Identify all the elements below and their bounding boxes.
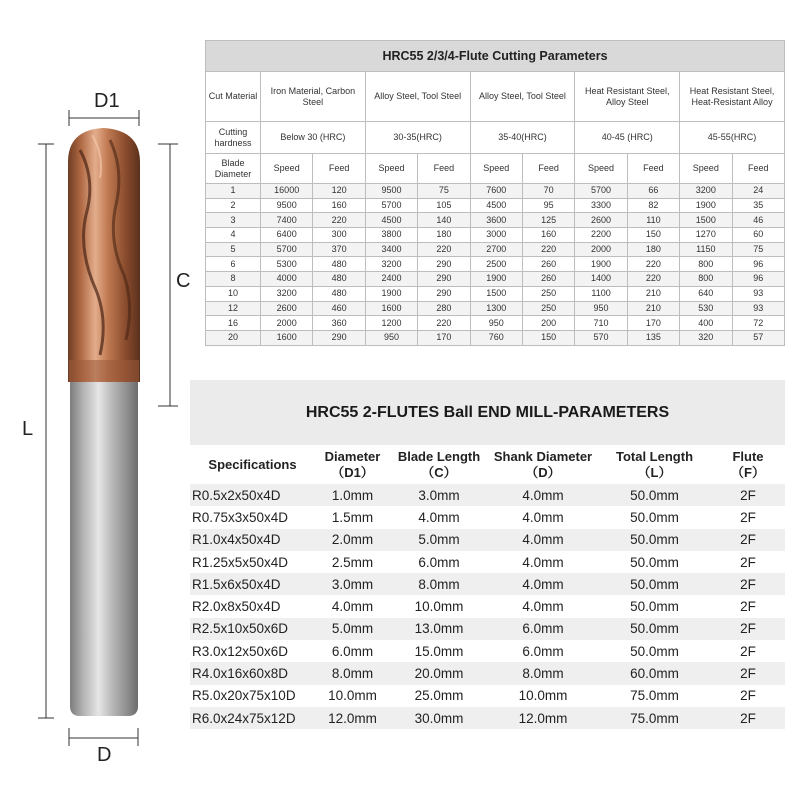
speed-cell: 5700 xyxy=(365,198,417,213)
feed-cell: 96 xyxy=(732,257,784,272)
shank-diameter-cell: 4.0mm xyxy=(488,573,598,595)
feed-label: Feed xyxy=(627,154,679,184)
feed-cell: 93 xyxy=(732,286,784,301)
hardness-1: Below 30 (HRC) xyxy=(261,122,366,154)
speed-label: Speed xyxy=(575,154,627,184)
feed-cell: 220 xyxy=(627,272,679,287)
speed-cell: 5700 xyxy=(575,184,627,199)
total-length-cell: 50.0mm xyxy=(598,506,711,528)
flute-cell: 2F xyxy=(711,662,785,684)
shank-diameter-cell: 4.0mm xyxy=(488,551,598,573)
feed-cell: 140 xyxy=(418,213,470,228)
speed-cell: 4500 xyxy=(470,198,522,213)
blade-length-cell: 8.0mm xyxy=(390,573,488,595)
blade-length-cell: 4.0mm xyxy=(390,506,488,528)
hardness-2: 30-35(HRC) xyxy=(365,122,470,154)
feed-cell: 220 xyxy=(418,242,470,257)
speed-cell: 950 xyxy=(470,316,522,331)
table-row xyxy=(206,228,785,243)
speed-cell: 5300 xyxy=(261,257,313,272)
blade-diameter-cell: 2 xyxy=(206,198,261,213)
feed-cell: 210 xyxy=(627,286,679,301)
speed-cell: 4500 xyxy=(365,213,417,228)
speed-label: Speed xyxy=(261,154,313,184)
speed-cell: 2700 xyxy=(470,242,522,257)
shank-diameter-cell: 4.0mm xyxy=(488,484,598,506)
hardness-4: 40-45 (HRC) xyxy=(575,122,680,154)
table-row xyxy=(206,242,785,257)
table-row xyxy=(206,301,785,316)
speed-cell: 2400 xyxy=(365,272,417,287)
table-row xyxy=(190,529,785,551)
spec-header-line2: （L） xyxy=(637,465,672,480)
blade-diameter-cell: 6 xyxy=(206,257,261,272)
spec-table xyxy=(190,446,785,729)
feed-cell: 220 xyxy=(627,257,679,272)
feed-cell: 93 xyxy=(732,301,784,316)
feed-cell: 96 xyxy=(732,272,784,287)
flute-cell: 2F xyxy=(711,685,785,707)
feed-cell: 75 xyxy=(732,242,784,257)
blade-diameter-cell: 20 xyxy=(206,330,261,345)
feed-cell: 150 xyxy=(627,228,679,243)
total-length-cell: 75.0mm xyxy=(598,685,711,707)
total-length-cell: 50.0mm xyxy=(598,595,711,617)
diameter-cell: 2.0mm xyxy=(315,529,390,551)
spec-header-cell xyxy=(488,446,598,484)
speed-cell: 400 xyxy=(680,316,732,331)
spec-table-panel xyxy=(190,380,785,730)
flute-cell: 2F xyxy=(711,618,785,640)
total-length-cell: 50.0mm xyxy=(598,551,711,573)
feed-cell: 70 xyxy=(522,184,574,199)
feed-cell: 72 xyxy=(732,316,784,331)
feed-cell: 82 xyxy=(627,198,679,213)
feed-cell: 180 xyxy=(627,242,679,257)
cut-material-label: Cut Material xyxy=(206,72,261,122)
spec-name-cell: R0.5x2x50x4D xyxy=(190,484,315,506)
speed-cell: 3000 xyxy=(470,228,522,243)
speed-cell: 1600 xyxy=(365,301,417,316)
table-row xyxy=(190,595,785,617)
spec-name-cell: R2.0x8x50x4D xyxy=(190,595,315,617)
speed-cell: 7600 xyxy=(470,184,522,199)
table-row xyxy=(190,618,785,640)
table-row xyxy=(206,213,785,228)
end-mill-illustration xyxy=(0,0,200,800)
speed-cell: 1900 xyxy=(575,257,627,272)
spec-name-cell: R1.0x4x50x4D xyxy=(190,529,315,551)
feed-cell: 210 xyxy=(627,301,679,316)
blade-length-cell: 5.0mm xyxy=(390,529,488,551)
blade-length-cell: 15.0mm xyxy=(390,640,488,662)
flute-cell: 2F xyxy=(711,595,785,617)
diameter-cell: 1.0mm xyxy=(315,484,390,506)
feed-cell: 180 xyxy=(418,228,470,243)
feed-cell: 480 xyxy=(313,272,365,287)
material-1: Iron Material, Carbon Steel xyxy=(261,72,366,122)
coated-body xyxy=(68,128,140,382)
speed-label: Speed xyxy=(365,154,417,184)
spec-header-line1: Flute xyxy=(732,449,764,464)
table-row xyxy=(206,316,785,331)
spec-name-cell: R1.5x6x50x4D xyxy=(190,573,315,595)
speed-cell: 1900 xyxy=(680,198,732,213)
blade-diameter-cell: 10 xyxy=(206,286,261,301)
speed-cell: 1100 xyxy=(575,286,627,301)
feed-cell: 370 xyxy=(313,242,365,257)
speed-cell: 800 xyxy=(680,257,732,272)
feed-cell: 35 xyxy=(732,198,784,213)
spec-header-line1: Blade Length xyxy=(397,449,481,464)
blade-diameter-label: Blade Diameter xyxy=(206,154,261,184)
spec-header-cell xyxy=(390,446,488,484)
feed-label: Feed xyxy=(522,154,574,184)
hardness-3: 35-40(HRC) xyxy=(470,122,575,154)
spec-header-line1: Specifications xyxy=(208,457,297,472)
feed-cell: 125 xyxy=(522,213,574,228)
spec-table-title: HRC55 2-FLUTES Ball END MILL-PARAMETERS xyxy=(190,380,785,445)
flute-cell: 2F xyxy=(711,551,785,573)
flute-cell: 2F xyxy=(711,484,785,506)
speed-cell: 6400 xyxy=(261,228,313,243)
diameter-cell: 8.0mm xyxy=(315,662,390,684)
total-length-cell: 50.0mm xyxy=(598,573,711,595)
feed-cell: 105 xyxy=(418,198,470,213)
spec-header-line2: （D） xyxy=(525,465,561,480)
speed-cell: 1500 xyxy=(470,286,522,301)
feed-cell: 150 xyxy=(522,330,574,345)
feed-cell: 300 xyxy=(313,228,365,243)
diameter-cell: 3.0mm xyxy=(315,573,390,595)
speed-cell: 1600 xyxy=(261,330,313,345)
feed-label: Feed xyxy=(732,154,784,184)
speed-cell: 530 xyxy=(680,301,732,316)
table-row xyxy=(190,685,785,707)
spec-header-line1: Shank Diameter xyxy=(493,449,593,464)
flute-cell: 2F xyxy=(711,529,785,551)
feed-cell: 220 xyxy=(522,242,574,257)
feed-cell: 57 xyxy=(732,330,784,345)
feed-cell: 480 xyxy=(313,257,365,272)
diameter-cell: 4.0mm xyxy=(315,595,390,617)
material-3: Alloy Steel, Tool Steel xyxy=(470,72,575,122)
table-row xyxy=(190,484,785,506)
shank-diameter-cell: 10.0mm xyxy=(488,685,598,707)
speed-cell: 2600 xyxy=(261,301,313,316)
spec-header-line1: Total Length xyxy=(615,449,694,464)
table-row xyxy=(190,662,785,684)
spec-name-cell: R5.0x20x75x10D xyxy=(190,685,315,707)
feed-cell: 290 xyxy=(418,286,470,301)
blade-length-cell: 20.0mm xyxy=(390,662,488,684)
speed-cell: 9500 xyxy=(365,184,417,199)
speed-cell: 760 xyxy=(470,330,522,345)
spec-name-cell: R4.0x16x60x8D xyxy=(190,662,315,684)
table-row xyxy=(206,286,785,301)
feed-cell: 24 xyxy=(732,184,784,199)
feed-label: Feed xyxy=(313,154,365,184)
speed-cell: 640 xyxy=(680,286,732,301)
speed-cell: 2200 xyxy=(575,228,627,243)
speed-cell: 3600 xyxy=(470,213,522,228)
table-row xyxy=(190,573,785,595)
shank-diameter-cell: 6.0mm xyxy=(488,618,598,640)
speed-cell: 1900 xyxy=(365,286,417,301)
feed-cell: 290 xyxy=(313,330,365,345)
feed-cell: 75 xyxy=(418,184,470,199)
feed-cell: 120 xyxy=(313,184,365,199)
blade-diameter-cell: 3 xyxy=(206,213,261,228)
material-4: Heat Resistant Steel, Alloy Steel xyxy=(575,72,680,122)
speed-cell: 2000 xyxy=(261,316,313,331)
speed-label: Speed xyxy=(680,154,732,184)
feed-cell: 110 xyxy=(627,213,679,228)
shank-diameter-cell: 12.0mm xyxy=(488,707,598,729)
spec-header-line1: Diameter xyxy=(324,449,381,464)
speed-cell: 1400 xyxy=(575,272,627,287)
speed-cell: 2000 xyxy=(575,242,627,257)
spec-name-cell: R6.0x24x75x12D xyxy=(190,707,315,729)
spec-name-cell: R0.75x3x50x4D xyxy=(190,506,315,528)
table-row xyxy=(206,272,785,287)
shank-diameter-cell: 6.0mm xyxy=(488,640,598,662)
speed-cell: 5700 xyxy=(261,242,313,257)
total-length-cell: 75.0mm xyxy=(598,707,711,729)
speed-cell: 2600 xyxy=(575,213,627,228)
shank-diameter-cell: 4.0mm xyxy=(488,506,598,528)
flute-cell: 2F xyxy=(711,573,785,595)
spec-name-cell: R2.5x10x50x6D xyxy=(190,618,315,640)
feed-cell: 220 xyxy=(418,316,470,331)
feed-cell: 160 xyxy=(522,228,574,243)
spec-header-line2: （F） xyxy=(731,465,765,480)
dimension-l-label: L xyxy=(22,418,34,440)
blade-diameter-cell: 5 xyxy=(206,242,261,257)
flute-cell: 2F xyxy=(711,640,785,662)
spec-header-cell xyxy=(598,446,711,484)
feed-cell: 135 xyxy=(627,330,679,345)
speed-cell: 3300 xyxy=(575,198,627,213)
blade-length-cell: 6.0mm xyxy=(390,551,488,573)
speed-cell: 3200 xyxy=(365,257,417,272)
blade-diameter-cell: 16 xyxy=(206,316,261,331)
material-5: Heat Resistant Steel, Heat-Resistant Alloy xyxy=(680,72,785,122)
dimension-d-label: D xyxy=(97,744,112,766)
speed-cell: 1150 xyxy=(680,242,732,257)
shank-diameter-cell: 4.0mm xyxy=(488,595,598,617)
speed-cell: 1300 xyxy=(470,301,522,316)
cutting-parameters-table xyxy=(205,40,785,346)
table-row xyxy=(190,506,785,528)
feed-cell: 220 xyxy=(313,213,365,228)
diameter-cell: 1.5mm xyxy=(315,506,390,528)
diameter-cell: 2.5mm xyxy=(315,551,390,573)
flute-cell: 2F xyxy=(711,506,785,528)
speed-cell: 950 xyxy=(575,301,627,316)
speed-cell: 1200 xyxy=(365,316,417,331)
table-row xyxy=(206,198,785,213)
blade-length-cell: 25.0mm xyxy=(390,685,488,707)
blade-diameter-cell: 12 xyxy=(206,301,261,316)
table-row xyxy=(190,551,785,573)
table-row xyxy=(206,257,785,272)
feed-label: Feed xyxy=(418,154,470,184)
blade-length-cell: 13.0mm xyxy=(390,618,488,640)
shank xyxy=(70,378,138,716)
shank-diameter-cell: 4.0mm xyxy=(488,529,598,551)
spec-name-cell: R3.0x12x50x6D xyxy=(190,640,315,662)
diameter-cell: 12.0mm xyxy=(315,707,390,729)
hardness-5: 45-55(HRC) xyxy=(680,122,785,154)
feed-cell: 200 xyxy=(522,316,574,331)
blade-diameter-cell: 8 xyxy=(206,272,261,287)
feed-cell: 290 xyxy=(418,257,470,272)
speed-cell: 4000 xyxy=(261,272,313,287)
feed-cell: 480 xyxy=(313,286,365,301)
feed-cell: 170 xyxy=(627,316,679,331)
shank-diameter-cell: 8.0mm xyxy=(488,662,598,684)
table-row xyxy=(206,184,785,199)
total-length-cell: 60.0mm xyxy=(598,662,711,684)
feed-cell: 95 xyxy=(522,198,574,213)
speed-cell: 3400 xyxy=(365,242,417,257)
speed-cell: 570 xyxy=(575,330,627,345)
speed-cell: 3200 xyxy=(261,286,313,301)
total-length-cell: 50.0mm xyxy=(598,529,711,551)
speed-cell: 7400 xyxy=(261,213,313,228)
dimension-d1-label: D1 xyxy=(94,90,120,112)
speed-cell: 1900 xyxy=(470,272,522,287)
speed-cell: 320 xyxy=(680,330,732,345)
total-length-cell: 50.0mm xyxy=(598,640,711,662)
total-length-cell: 50.0mm xyxy=(598,618,711,640)
speed-cell: 950 xyxy=(365,330,417,345)
material-2: Alloy Steel, Tool Steel xyxy=(365,72,470,122)
speed-label: Speed xyxy=(470,154,522,184)
spec-name-cell: R1.25x5x50x4D xyxy=(190,551,315,573)
feed-cell: 290 xyxy=(418,272,470,287)
feed-cell: 260 xyxy=(522,257,574,272)
feed-cell: 160 xyxy=(313,198,365,213)
diameter-cell: 6.0mm xyxy=(315,640,390,662)
blade-diameter-cell: 1 xyxy=(206,184,261,199)
feed-cell: 280 xyxy=(418,301,470,316)
blade-length-cell: 3.0mm xyxy=(390,484,488,506)
speed-cell: 3200 xyxy=(680,184,732,199)
speed-cell: 16000 xyxy=(261,184,313,199)
speed-cell: 3800 xyxy=(365,228,417,243)
feed-cell: 260 xyxy=(522,272,574,287)
blade-length-cell: 30.0mm xyxy=(390,707,488,729)
blade-diameter-cell: 4 xyxy=(206,228,261,243)
spec-header-cell xyxy=(315,446,390,484)
feed-cell: 66 xyxy=(627,184,679,199)
feed-cell: 60 xyxy=(732,228,784,243)
dimension-c-label: C xyxy=(176,270,191,292)
feed-cell: 46 xyxy=(732,213,784,228)
speed-cell: 2500 xyxy=(470,257,522,272)
feed-cell: 250 xyxy=(522,301,574,316)
feed-cell: 250 xyxy=(522,286,574,301)
spec-header-line2: （C） xyxy=(421,465,457,480)
speed-cell: 1500 xyxy=(680,213,732,228)
speed-cell: 9500 xyxy=(261,198,313,213)
spec-header-cell xyxy=(190,446,315,484)
feed-cell: 460 xyxy=(313,301,365,316)
flute-cell: 2F xyxy=(711,707,785,729)
diameter-cell: 10.0mm xyxy=(315,685,390,707)
cutting-table-title: HRC55 2/3/4-Flute Cutting Parameters xyxy=(206,41,785,72)
speed-cell: 710 xyxy=(575,316,627,331)
total-length-cell: 50.0mm xyxy=(598,484,711,506)
speed-cell: 1270 xyxy=(680,228,732,243)
table-row xyxy=(190,640,785,662)
table-row xyxy=(190,707,785,729)
cutting-hardness-label: Cutting hardness xyxy=(206,122,261,154)
spec-header-line2: （D1） xyxy=(331,465,374,480)
diameter-cell: 5.0mm xyxy=(315,618,390,640)
feed-cell: 360 xyxy=(313,316,365,331)
blade-length-cell: 10.0mm xyxy=(390,595,488,617)
spec-header-cell xyxy=(711,446,785,484)
speed-cell: 800 xyxy=(680,272,732,287)
table-row xyxy=(206,330,785,345)
feed-cell: 170 xyxy=(418,330,470,345)
